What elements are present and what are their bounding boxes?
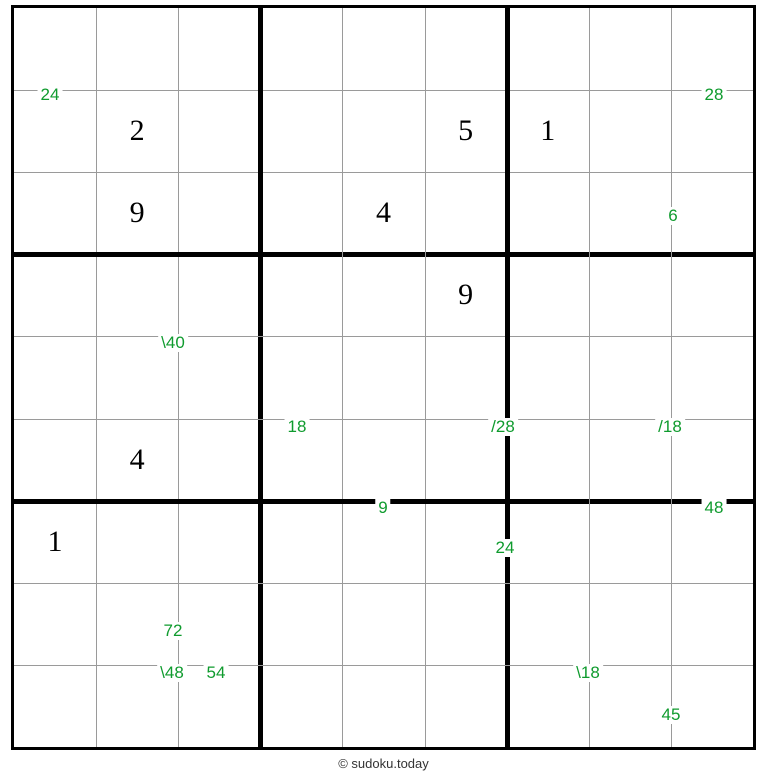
grid-cell[interactable] xyxy=(14,254,96,336)
sudoku-grid[interactable] xyxy=(14,8,753,747)
grid-cell[interactable] xyxy=(260,336,342,418)
sum-label: /28 xyxy=(488,418,518,436)
grid-cell[interactable] xyxy=(14,583,96,665)
grid-cell[interactable] xyxy=(507,172,589,254)
cell-value: 5 xyxy=(458,114,474,148)
grid-cell[interactable] xyxy=(342,8,424,90)
grid-cell[interactable] xyxy=(14,419,96,501)
grid-cell[interactable] xyxy=(14,336,96,418)
grid-cell[interactable] xyxy=(589,583,671,665)
grid-cell[interactable] xyxy=(589,336,671,418)
grid-cell[interactable] xyxy=(96,254,178,336)
grid-cell[interactable] xyxy=(96,172,178,254)
sum-label: 24 xyxy=(38,86,63,104)
grid-cell[interactable] xyxy=(178,172,260,254)
cell-value: 1 xyxy=(47,524,63,558)
cell-value: 1 xyxy=(540,114,556,148)
grid-cell[interactable] xyxy=(342,583,424,665)
sum-label: 24 xyxy=(493,539,518,557)
grid-cell[interactable] xyxy=(260,8,342,90)
footer-credit: © sudoku.today xyxy=(338,756,429,771)
grid-cell[interactable] xyxy=(507,90,589,172)
grid-cell[interactable] xyxy=(671,8,753,90)
grid-cell[interactable] xyxy=(589,8,671,90)
grid-cell[interactable] xyxy=(589,501,671,583)
grid-cell[interactable] xyxy=(425,336,507,418)
grid-cell[interactable] xyxy=(507,583,589,665)
grid-cell[interactable] xyxy=(507,419,589,501)
grid-cell[interactable] xyxy=(14,665,96,747)
grid-cell[interactable] xyxy=(260,254,342,336)
grid-cell[interactable] xyxy=(507,254,589,336)
grid-cell[interactable] xyxy=(178,8,260,90)
grid-cell[interactable] xyxy=(178,419,260,501)
grid-cell[interactable] xyxy=(96,501,178,583)
grid-cell[interactable] xyxy=(589,172,671,254)
sum-label: 45 xyxy=(659,706,684,724)
grid-cell[interactable] xyxy=(178,583,260,665)
grid-cell[interactable] xyxy=(671,336,753,418)
cell-value: 2 xyxy=(129,114,145,148)
grid-cell[interactable] xyxy=(14,501,96,583)
grid-cell[interactable] xyxy=(96,8,178,90)
cell-value: 9 xyxy=(458,278,474,312)
grid-cell[interactable] xyxy=(342,254,424,336)
grid-cell[interactable] xyxy=(671,172,753,254)
grid-cell[interactable] xyxy=(425,665,507,747)
sum-label: \48 xyxy=(157,664,187,682)
grid-cell[interactable] xyxy=(260,501,342,583)
sum-label: 48 xyxy=(702,499,727,517)
grid-cell[interactable] xyxy=(671,254,753,336)
grid-cell[interactable] xyxy=(96,90,178,172)
grid-cell[interactable] xyxy=(342,172,424,254)
cell-value: 4 xyxy=(375,196,391,230)
grid-cell[interactable] xyxy=(589,254,671,336)
grid-cell[interactable] xyxy=(342,419,424,501)
sum-label: 9 xyxy=(375,499,390,517)
grid-cell[interactable] xyxy=(425,254,507,336)
sum-label: 6 xyxy=(665,207,680,225)
grid-cell[interactable] xyxy=(425,172,507,254)
grid-cell[interactable] xyxy=(507,336,589,418)
grid-cell[interactable] xyxy=(178,501,260,583)
sum-label: 72 xyxy=(161,622,186,640)
grid-cell[interactable] xyxy=(507,501,589,583)
grid-cell[interactable] xyxy=(425,90,507,172)
grid-cell[interactable] xyxy=(425,8,507,90)
sum-label: \40 xyxy=(158,334,188,352)
sum-label: 54 xyxy=(204,664,229,682)
grid-cell[interactable] xyxy=(507,8,589,90)
grid-cell[interactable] xyxy=(260,583,342,665)
grid-cell[interactable] xyxy=(260,90,342,172)
grid-cell[interactable] xyxy=(96,419,178,501)
grid-cell[interactable] xyxy=(260,172,342,254)
sum-label: 18 xyxy=(285,418,310,436)
grid-cell[interactable] xyxy=(14,8,96,90)
grid-cell[interactable] xyxy=(425,583,507,665)
grid-cell[interactable] xyxy=(671,583,753,665)
grid-cell[interactable] xyxy=(178,336,260,418)
grid-cell[interactable] xyxy=(342,336,424,418)
grid-cell[interactable] xyxy=(178,90,260,172)
sum-label: /18 xyxy=(655,418,685,436)
grid-cell[interactable] xyxy=(342,665,424,747)
sum-label: \18 xyxy=(573,664,603,682)
grid-cell[interactable] xyxy=(589,90,671,172)
cell-value: 4 xyxy=(129,442,145,476)
sum-label: 28 xyxy=(702,86,727,104)
grid-cell[interactable] xyxy=(178,254,260,336)
grid-cell[interactable] xyxy=(14,172,96,254)
cell-value: 9 xyxy=(129,196,145,230)
grid-cell[interactable] xyxy=(342,90,424,172)
grid-cell[interactable] xyxy=(260,665,342,747)
